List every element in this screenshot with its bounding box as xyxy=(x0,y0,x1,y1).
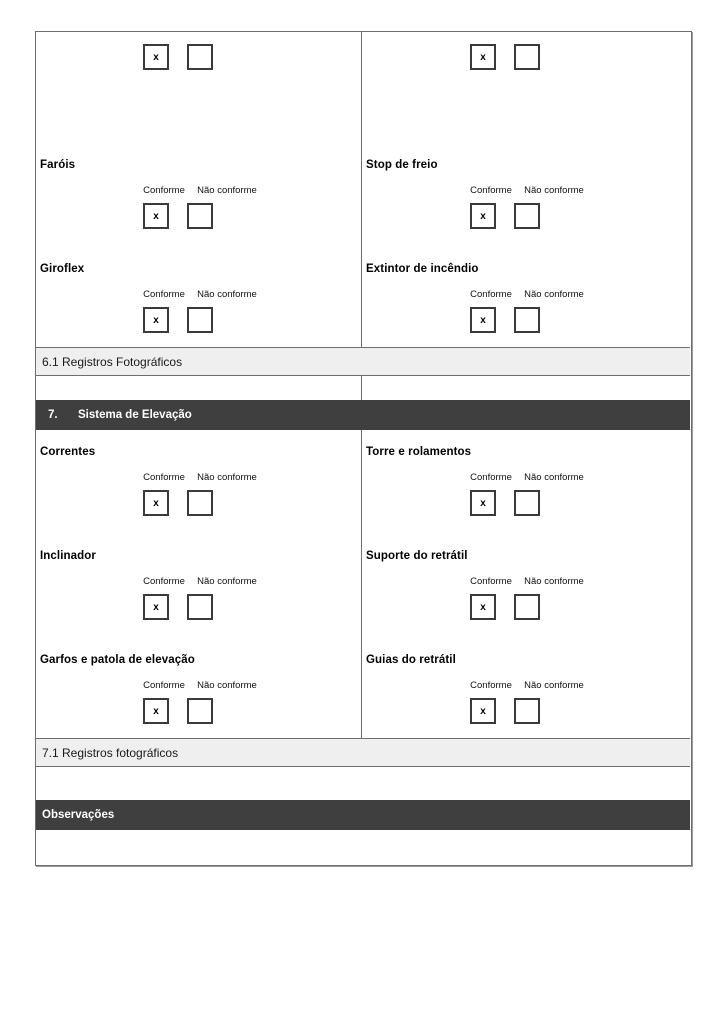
item-label-correntes: Correntes xyxy=(40,446,96,458)
item-label-giroflex: Giroflex xyxy=(40,263,85,275)
boxes-guias xyxy=(470,698,540,724)
section7-items-row xyxy=(36,430,691,738)
checkbox-conforme[interactable]: x xyxy=(470,203,496,229)
inspection-form-table xyxy=(35,31,692,866)
observacoes-content-cell[interactable] xyxy=(36,830,690,865)
choice-labels-giroflex xyxy=(136,289,262,301)
item-suporte-do-retratil xyxy=(362,549,690,634)
photo-cell-left[interactable] xyxy=(36,376,362,400)
checkbox-nao-conforme[interactable] xyxy=(514,203,540,229)
spacer xyxy=(362,82,690,158)
item-guias-do-retratil xyxy=(362,653,690,738)
photo-cell-7-1[interactable] xyxy=(36,767,690,800)
top-partial-row xyxy=(36,32,691,347)
choices-stop-de-freio xyxy=(362,185,690,243)
section-number-7: 7. xyxy=(48,409,58,421)
item-label-inclinador: Inclinador xyxy=(40,550,96,562)
boxes-inclinador xyxy=(143,594,213,620)
choices-farois xyxy=(36,185,361,243)
checkbox-conforme[interactable]: x xyxy=(143,203,169,229)
item-stop-de-freio xyxy=(362,158,690,243)
section-title-7: Sistema de Elevação xyxy=(78,409,192,421)
top-partial-right-choices xyxy=(362,32,690,82)
subsection-header-7-1: 7.1 Registros fotográficos xyxy=(36,738,690,767)
item-giroflex xyxy=(36,262,361,347)
checkbox-nao-conforme[interactable] xyxy=(514,490,540,516)
label-conforme: Conforme xyxy=(143,472,185,483)
checkbox-nao-conforme[interactable] xyxy=(187,307,213,333)
boxes-correntes xyxy=(143,490,213,516)
checkbox-nao-conforme[interactable] xyxy=(514,44,540,70)
choice-labels-extintor-de-incendio xyxy=(463,289,589,301)
label-conforme: Conforme xyxy=(143,576,185,587)
top-partial-left-choices xyxy=(36,32,361,82)
checkbox-conforme[interactable]: x xyxy=(470,698,496,724)
choice-labels-torre xyxy=(463,472,589,484)
top-partial-left-cell xyxy=(36,32,362,347)
label-nao-conforme: Não conforme xyxy=(524,289,584,300)
label-nao-conforme: Não conforme xyxy=(197,680,257,691)
checkbox-conforme[interactable]: x xyxy=(470,594,496,620)
label-nao-conforme: Não conforme xyxy=(524,472,584,483)
label-nao-conforme: Não conforme xyxy=(524,576,584,587)
label-nao-conforme: Não conforme xyxy=(197,472,257,483)
item-label-farois: Faróis xyxy=(40,159,76,171)
choice-labels-garfos xyxy=(136,680,262,692)
checkbox-conforme[interactable]: x xyxy=(470,44,496,70)
label-conforme: Conforme xyxy=(470,289,512,300)
label-nao-conforme: Não conforme xyxy=(524,680,584,691)
item-torre-e-rolamentos xyxy=(362,430,690,530)
label-nao-conforme: Não conforme xyxy=(197,185,257,196)
choice-labels-guias xyxy=(463,680,589,692)
label-conforme: Conforme xyxy=(470,185,512,196)
item-label-garfos-e-patola-de-elevacao: Garfos e patola de elevação xyxy=(40,654,195,666)
choices-inclinador xyxy=(36,576,361,634)
spacer xyxy=(36,82,361,158)
label-nao-conforme: Não conforme xyxy=(197,289,257,300)
label-conforme: Conforme xyxy=(470,680,512,691)
choices-guias-do-retratil xyxy=(362,680,690,724)
checkbox-conforme[interactable]: x xyxy=(143,490,169,516)
label-conforme: Conforme xyxy=(143,680,185,691)
checkbox-conforme[interactable]: x xyxy=(470,307,496,333)
checkbox-nao-conforme[interactable] xyxy=(514,698,540,724)
photo-row-6-1 xyxy=(36,376,691,400)
photo-cell-right[interactable] xyxy=(362,376,690,400)
checkbox-nao-conforme[interactable] xyxy=(187,698,213,724)
checkbox-nao-conforme[interactable] xyxy=(187,203,213,229)
choice-labels-correntes xyxy=(136,472,262,484)
label-conforme: Conforme xyxy=(143,289,185,300)
checkbox-nao-conforme[interactable] xyxy=(187,594,213,620)
checkbox-nao-conforme[interactable] xyxy=(514,594,540,620)
choices-garfos-e-patola-de-elevacao xyxy=(36,680,361,724)
label-nao-conforme: Não conforme xyxy=(197,576,257,587)
item-label-suporte-do-retratil: Suporte do retrátil xyxy=(366,550,468,562)
checkbox-conforme[interactable]: x xyxy=(143,594,169,620)
subsection-header-6-1: 6.1 Registros Fotográficos xyxy=(36,347,690,376)
boxes-stop-de-freio xyxy=(470,203,540,229)
label-conforme: Conforme xyxy=(470,576,512,587)
choice-labels-stop-de-freio xyxy=(463,185,589,197)
label-nao-conforme: Não conforme xyxy=(524,185,584,196)
boxes-giroflex xyxy=(143,307,213,333)
boxes-torre xyxy=(470,490,540,516)
checkbox-conforme[interactable]: x xyxy=(143,307,169,333)
choices-extintor-de-incendio xyxy=(362,289,690,347)
checkbox-conforme[interactable]: x xyxy=(143,698,169,724)
checkbox-conforme[interactable]: x xyxy=(470,490,496,516)
boxes-garfos xyxy=(143,698,213,724)
section7-left-cell xyxy=(36,430,362,738)
checkbox-nao-conforme[interactable] xyxy=(514,307,540,333)
checkbox-conforme[interactable]: x xyxy=(143,44,169,70)
item-farois xyxy=(36,158,361,243)
item-label-guias-do-retratil: Guias do retrátil xyxy=(366,654,456,666)
label-conforme: Conforme xyxy=(143,185,185,196)
item-label-stop-de-freio: Stop de freio xyxy=(366,159,438,171)
section-header-observacoes: Observações xyxy=(36,800,690,830)
item-label-extintor-de-incendio: Extintor de incêndio xyxy=(366,263,479,275)
choices-giroflex xyxy=(36,289,361,347)
item-extintor-de-incendio xyxy=(362,262,690,347)
choices-torre-e-rolamentos xyxy=(362,472,690,530)
label-conforme: Conforme xyxy=(470,472,512,483)
item-label-torre-e-rolamentos: Torre e rolamentos xyxy=(366,446,472,458)
checkbox-nao-conforme[interactable] xyxy=(187,490,213,516)
choice-labels-suporte xyxy=(463,576,589,588)
item-inclinador xyxy=(36,549,361,634)
top-partial-left-boxes xyxy=(143,44,213,70)
choices-correntes xyxy=(36,472,361,530)
section7-right-cell xyxy=(362,430,690,738)
boxes-farois xyxy=(143,203,213,229)
checkbox-nao-conforme[interactable] xyxy=(187,44,213,70)
choice-labels-farois xyxy=(136,185,262,197)
choices-suporte-do-retratil xyxy=(362,576,690,634)
boxes-suporte xyxy=(470,594,540,620)
choice-labels-inclinador xyxy=(136,576,262,588)
section-header-7 xyxy=(36,400,690,430)
item-garfos-e-patola-de-elevacao xyxy=(36,653,361,738)
boxes-extintor-de-incendio xyxy=(470,307,540,333)
item-correntes xyxy=(36,430,361,530)
top-partial-right-cell xyxy=(362,32,690,347)
top-partial-right-boxes xyxy=(470,44,540,70)
